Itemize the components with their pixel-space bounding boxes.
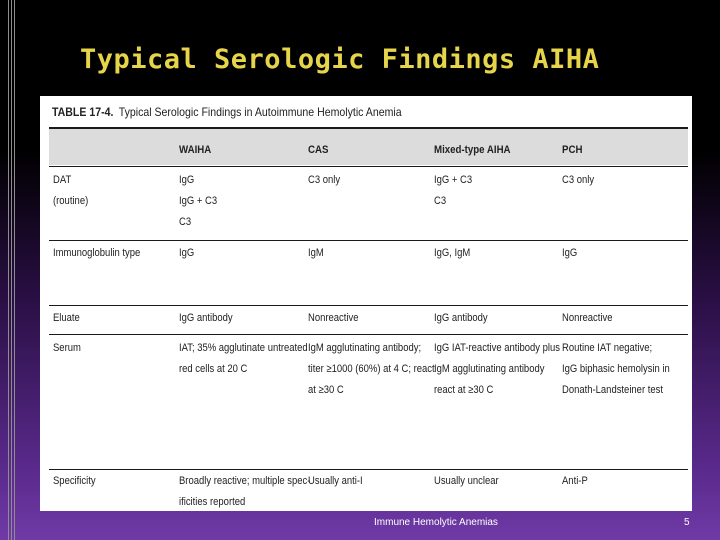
column-header-pch: PCH bbox=[562, 144, 583, 156]
row-label-specificity: Specificity bbox=[53, 475, 96, 487]
column-header-mixed-aiha: Mixed-type AIHA bbox=[434, 144, 511, 156]
slide-page-number: 5 bbox=[684, 517, 690, 528]
cell-ig-pch: IgG bbox=[562, 247, 578, 259]
cell-serum-cas: IgM agglutinating antibody; titer ≥1000 (60%) at 4 C; react at ≥30 C bbox=[308, 342, 435, 396]
cell-serum-mixed: IgG IAT-reactive antibody plus IgM agglutinating antibody react at ≥30 C bbox=[434, 342, 561, 396]
table-header-band bbox=[49, 127, 688, 165]
table-caption-title: Typical Serologic Findings in Autoimmune Hemolytic Anemia bbox=[118, 105, 402, 119]
slide-title: Typical Serologic Findings AIHA bbox=[80, 44, 600, 75]
row-label-immunoglobulin-type: Immunoglobulin type bbox=[53, 247, 141, 259]
cell-eluate-mixed: IgG antibody bbox=[434, 312, 488, 324]
cell-eluate-cas: Nonreactive bbox=[308, 312, 359, 324]
row-label-eluate: Eluate bbox=[53, 312, 80, 324]
column-header-cas: CAS bbox=[308, 144, 329, 156]
cell-serum-pch: Routine IAT negative; IgG biphasic hemolysin in Donath-Landsteiner test bbox=[562, 342, 670, 396]
table-caption bbox=[52, 105, 402, 119]
table-header-rule bbox=[49, 166, 688, 167]
cell-dat-mixed: IgG + C3 C3 bbox=[434, 174, 473, 207]
row-rule bbox=[49, 334, 688, 335]
slide-footer: Immune Hemolytic Anemias bbox=[374, 517, 498, 528]
table-top-rule bbox=[49, 127, 688, 129]
cell-specificity-pch: Anti-P bbox=[562, 475, 588, 487]
row-rule bbox=[49, 305, 688, 306]
cell-dat-waiha: IgG IgG + C3 C3 bbox=[179, 174, 218, 228]
cell-ig-mixed: IgG, IgM bbox=[434, 247, 471, 259]
cell-specificity-waiha: Broadly reactive; multiple spec- ificities reported bbox=[179, 475, 311, 508]
cell-serum-waiha: IAT; 35% agglutinate untreated red cells at 20 C bbox=[179, 342, 308, 375]
row-rule bbox=[49, 469, 688, 470]
cell-eluate-waiha: IgG antibody bbox=[179, 312, 233, 324]
cell-ig-cas: IgM bbox=[308, 247, 324, 259]
cell-dat-cas: C3 only bbox=[308, 174, 341, 186]
row-rule bbox=[49, 240, 688, 241]
cell-ig-waiha: IgG bbox=[179, 247, 195, 259]
cell-dat-pch: C3 only bbox=[562, 174, 595, 186]
serology-table bbox=[40, 96, 692, 511]
cell-eluate-pch: Nonreactive bbox=[562, 312, 613, 324]
table-caption-number: TABLE 17-4. bbox=[52, 105, 114, 119]
row-label-serum: Serum bbox=[53, 342, 81, 354]
slide-edge-lines bbox=[8, 0, 18, 540]
column-header-waiha: WAIHA bbox=[179, 144, 212, 156]
cell-specificity-cas: Usually anti-I bbox=[308, 475, 363, 487]
row-label-dat: DAT (routine) bbox=[53, 174, 89, 207]
cell-specificity-mixed: Usually unclear bbox=[434, 475, 499, 487]
